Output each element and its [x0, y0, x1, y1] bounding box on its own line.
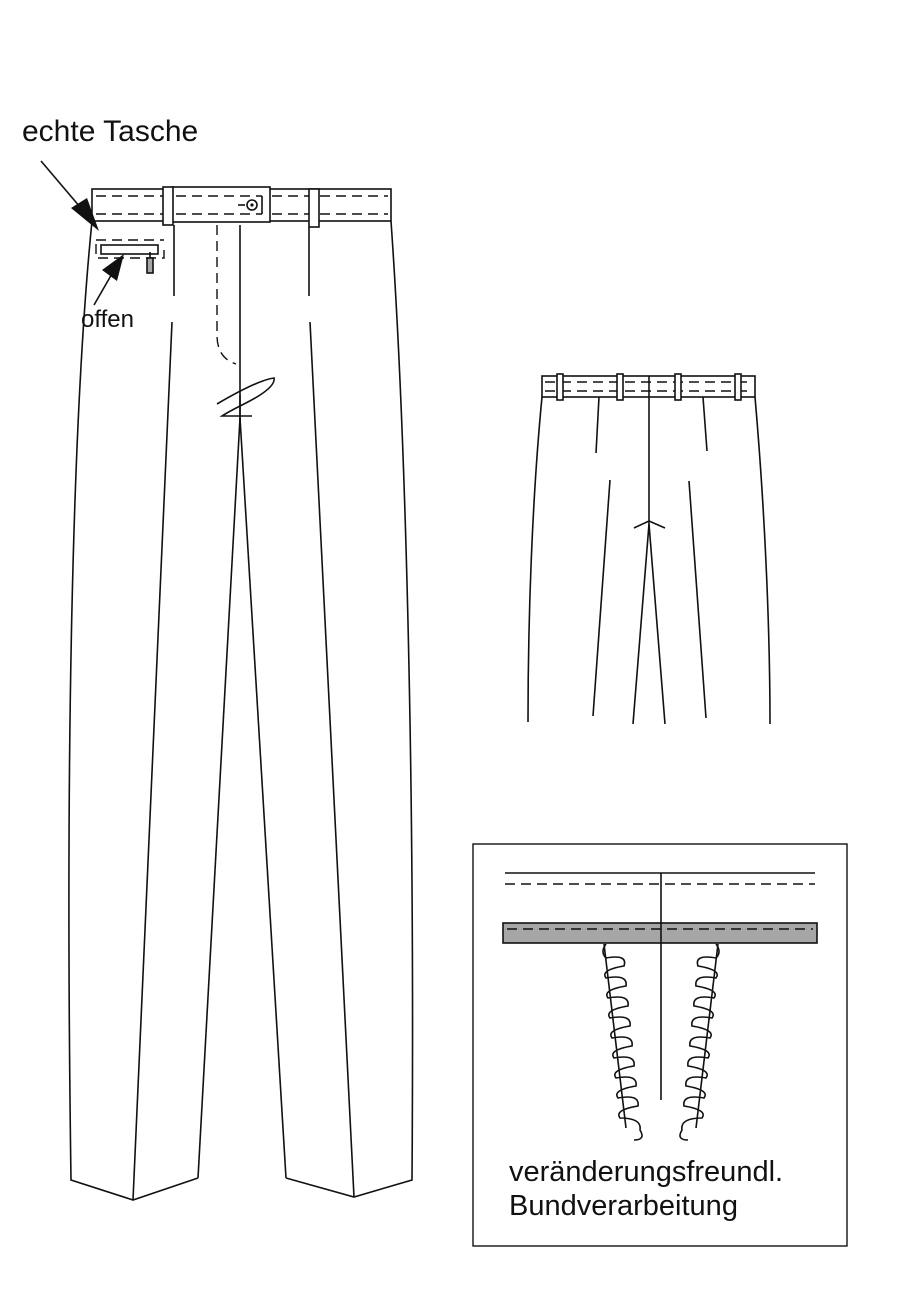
open-label: offen: [81, 306, 134, 333]
back-view-trousers: [528, 374, 770, 724]
right-crease: [310, 322, 354, 1197]
real-pocket-arrow: [41, 161, 99, 231]
back-left-outline: [528, 397, 542, 722]
real-pocket-label: echte Tasche: [22, 115, 199, 148]
bartack: [217, 378, 274, 420]
waistband-section: [503, 923, 817, 943]
detail-caption-line1: veränderungsfreundl.: [509, 1156, 784, 1188]
front-left-leg-outline: [69, 221, 198, 1200]
belt-loop: [309, 189, 319, 227]
front-right-inseam: [240, 418, 286, 1178]
back-dart: [703, 397, 707, 451]
belt-loop: [675, 374, 681, 400]
front-left-inseam: [198, 418, 240, 1178]
fly-stitching: [217, 225, 236, 364]
belt-loop: [557, 374, 563, 400]
waistband-extension: [172, 187, 270, 222]
belt-loop: [163, 187, 173, 225]
back-right-outline: [755, 397, 770, 724]
left-crease: [133, 322, 172, 1200]
back-dart: [596, 397, 599, 453]
front-right-leg-outline: [286, 221, 413, 1197]
belt-loop: [617, 374, 623, 400]
detail-caption-line2: Bundverarbeitung: [509, 1190, 738, 1222]
belt-loop: [735, 374, 741, 400]
open-arrow: [94, 254, 124, 305]
